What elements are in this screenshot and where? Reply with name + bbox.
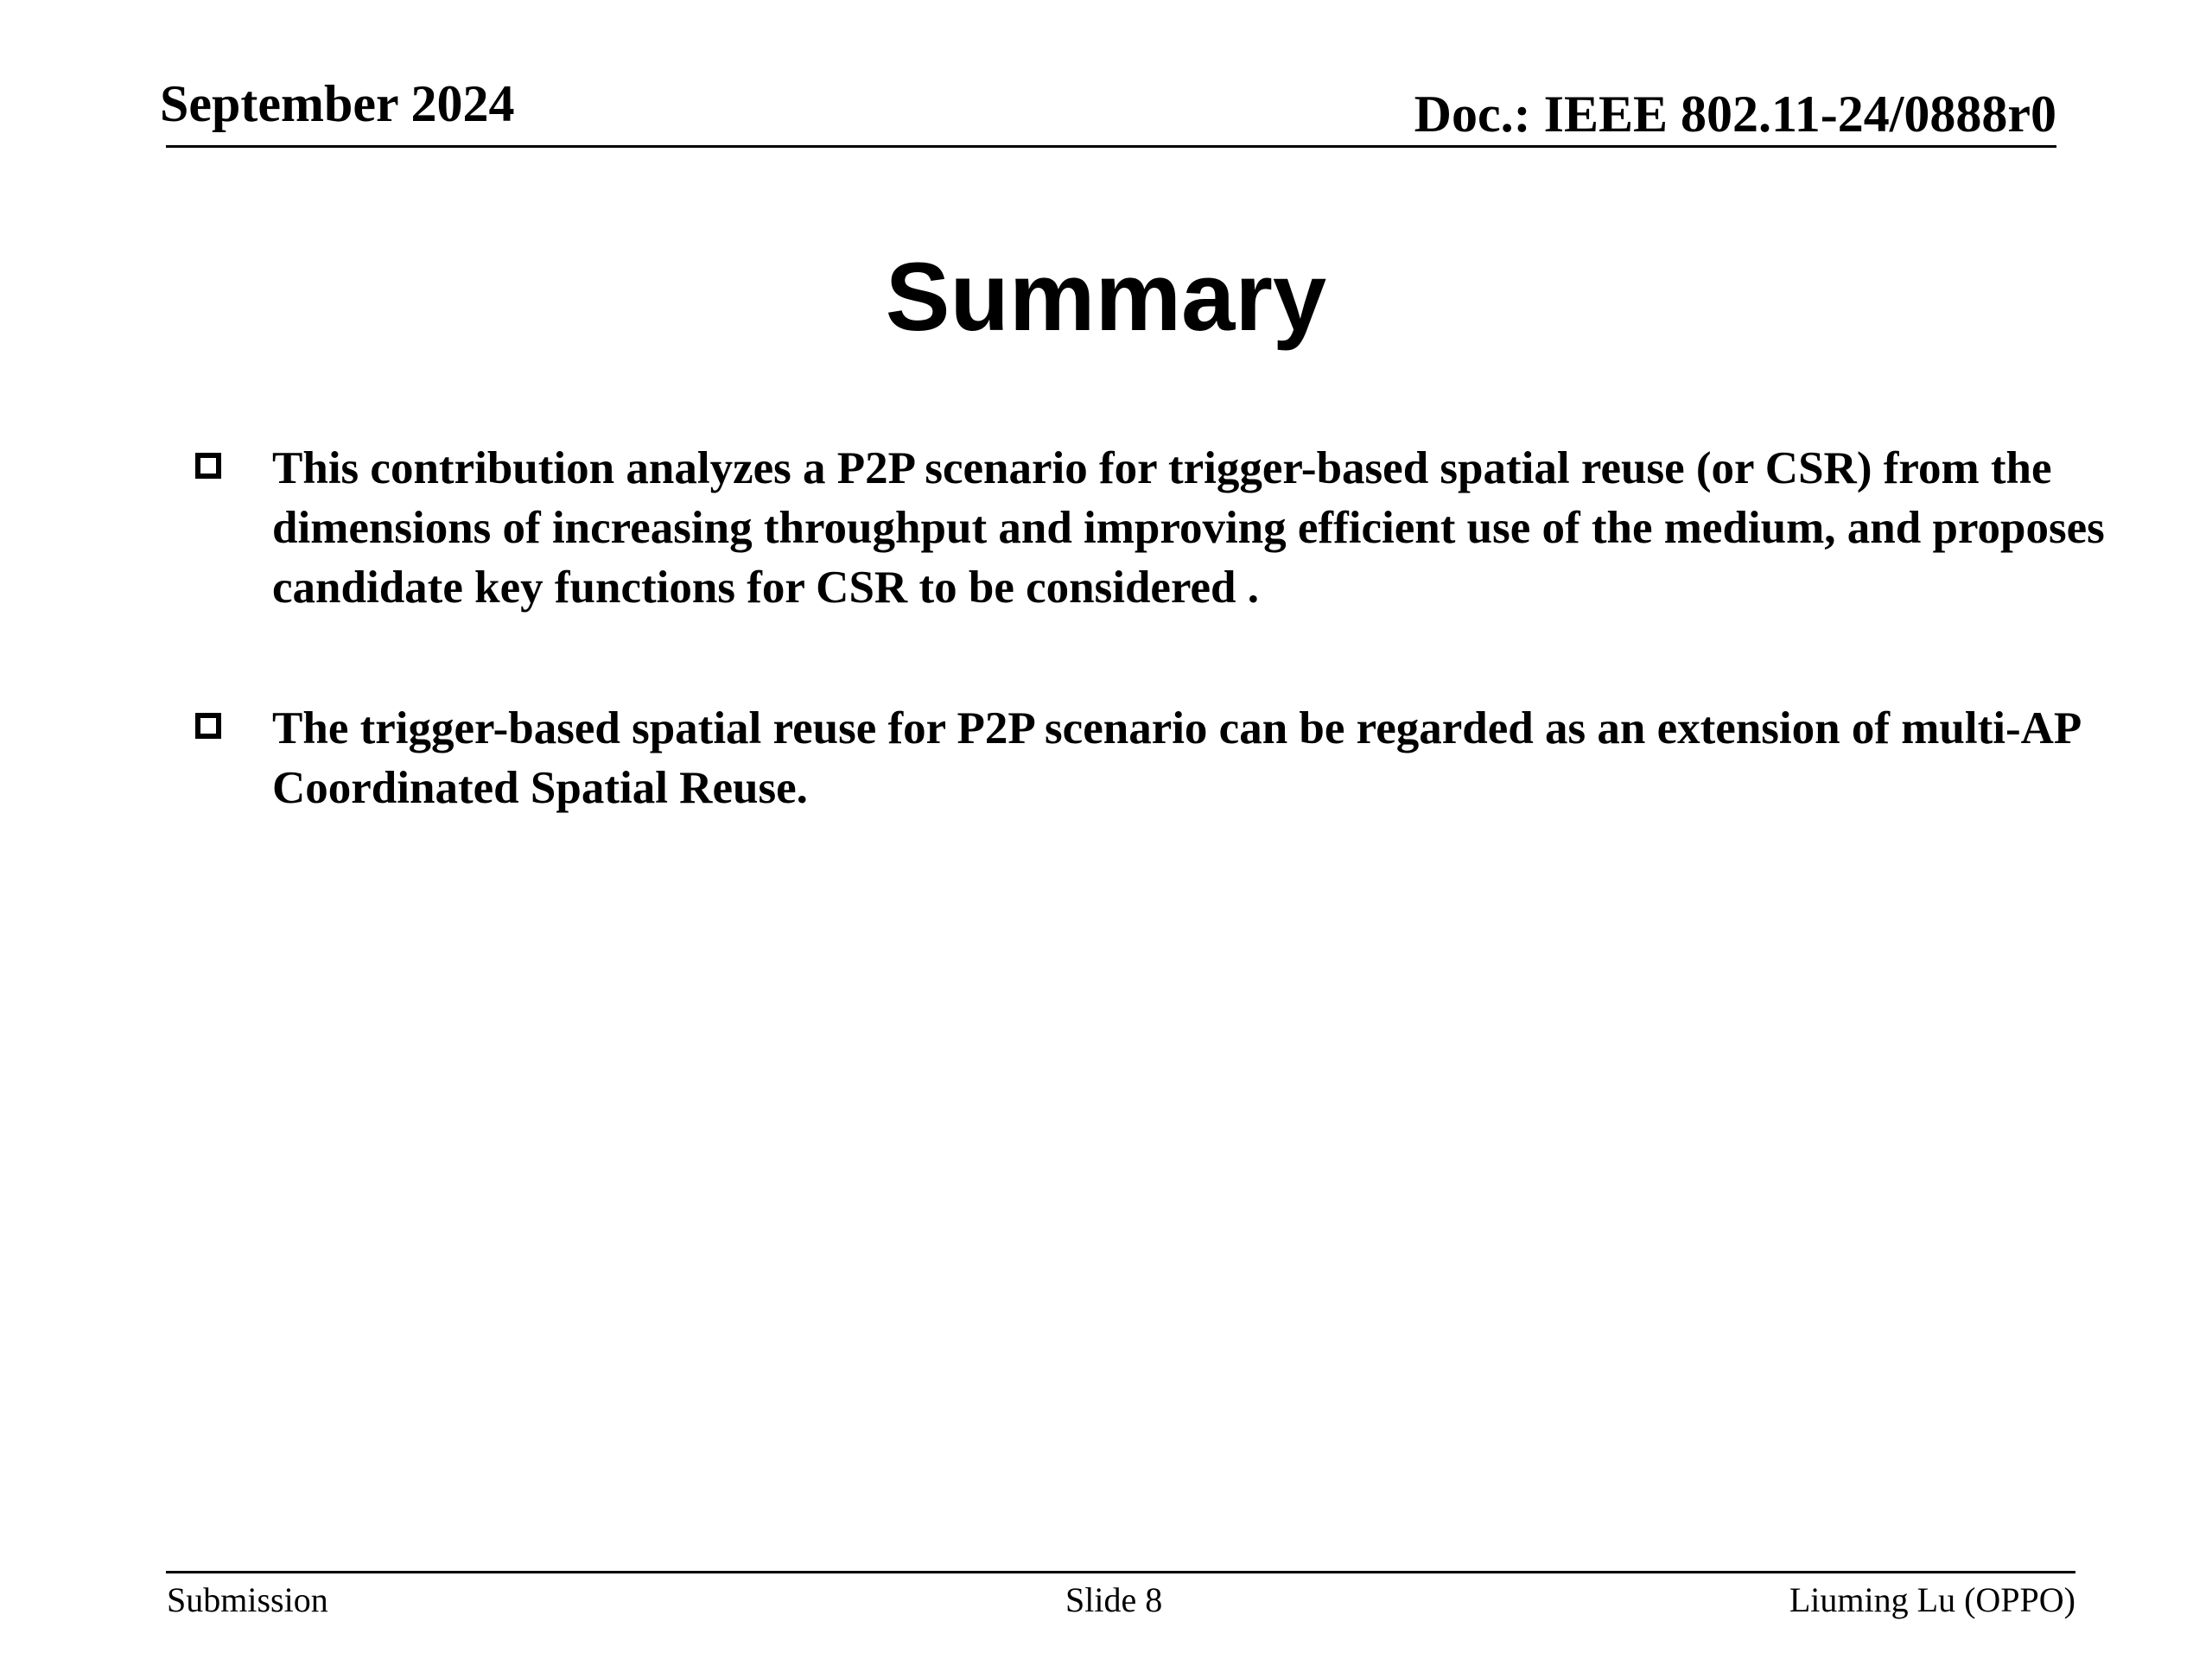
hollow-square-bullet-icon	[195, 453, 221, 479]
footer-divider	[166, 1571, 2075, 1573]
hollow-square-bullet-icon	[195, 713, 221, 739]
bullet-item	[190, 439, 2143, 618]
header-date: September 2024	[160, 75, 515, 132]
slide-title: Summary	[885, 243, 1327, 351]
bullet-list	[190, 439, 2143, 818]
header-document-id: Doc.: IEEE 802.11-24/0888r0	[1414, 86, 2056, 143]
footer-submission: Submission	[167, 1580, 328, 1619]
bullet-text: This contribution analyzes a P2P scenario for trigger-based spatial reuse (or CSR) from the dimensions of increasing throughput and improving efficient use of the medium, and proposes candidate key functions for CSR to be considered .	[272, 443, 2105, 613]
footer-author: Liuming Lu (OPPO)	[1789, 1580, 2075, 1619]
bullet-text: The trigger-based spatial reuse for P2P scenario can be regarded as an extension of multi-AP Coordinated Spatial Reuse.	[272, 703, 2080, 813]
bullet-item	[190, 699, 2143, 818]
header-divider	[166, 145, 2056, 148]
footer-slide-number: Slide 8	[1065, 1580, 1163, 1619]
